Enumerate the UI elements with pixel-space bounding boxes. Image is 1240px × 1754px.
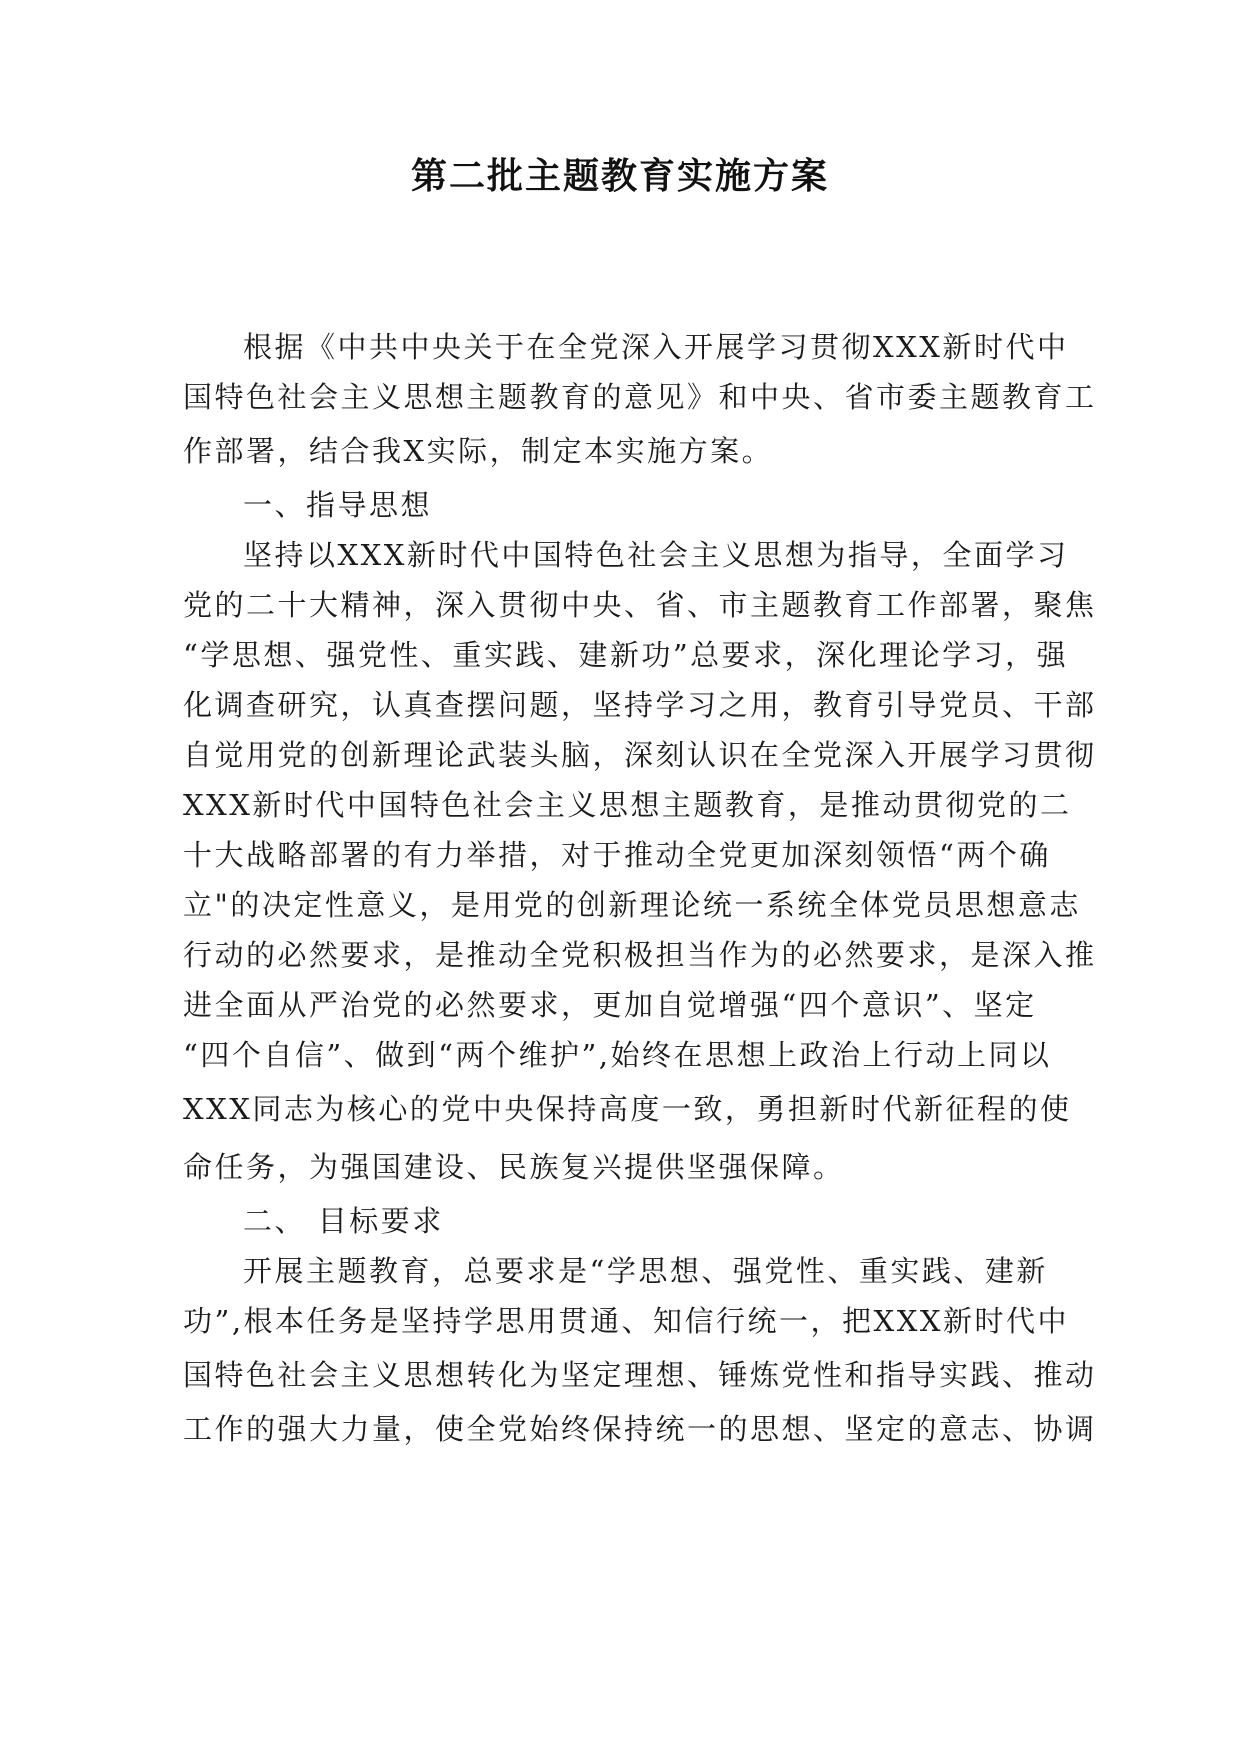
text-line: “四个自信”、做到“两个维护”,始终在思想上政治上行动上同以 (183, 1038, 1052, 1072)
text-line: XXX同志为核心的党中央保持高度一致，勇担新时代新征程的使 (183, 1092, 1072, 1126)
text-line: “学思想、强党性、重实践、建新功”总要求，深化理论学习，强 (183, 638, 1069, 672)
document-body (183, 322, 1097, 1454)
text-line: 坚持以XXX新时代中国特色社会主义思想为指导，全面学习 (243, 538, 1069, 572)
text-line: 工作的强大力量，使全党始终保持统一的思想、坚定的意志、协调 (183, 1412, 1097, 1446)
text-line: 命任务，为强国建设、民族复兴提供坚强保障。 (183, 1150, 845, 1184)
text-line: 十大战略部署的有力举措，对于推动全党更加深刻领悟“两个确 (183, 838, 1051, 872)
text-line: 进全面从严治党的必然要求，更加自觉增强“四个意识”、坚定 (183, 988, 1037, 1022)
text-line: 开展主题教育，总要求是“学思想、强党性、重实践、建新 (243, 1254, 1048, 1288)
text-line: 立"的决定性意义，是用党的创新理论统一系统全体党员思想意志 (183, 888, 1081, 922)
document-title: 第二批主题教育实施方案 (410, 156, 829, 197)
text-line: XXX新时代中国特色社会主义思想主题教育，是推动贯彻党的二 (183, 788, 1072, 822)
text-line: 化调查研究，认真查摆问题，坚持学习之用，教育引导党员、干部 (183, 688, 1097, 722)
text-line: 一、指导思想 (243, 488, 433, 522)
text-line: 行动的必然要求，是推动全党积极担当作为的必然要求，是深入推 (183, 938, 1097, 972)
text-line: 党的二十大精神，深入贯彻中央、省、市主题教育工作部署，聚焦 (183, 588, 1097, 622)
text-line: 作部署，结合我X实际，制定本实施方案。 (183, 434, 774, 468)
text-line: 二、 目标要求 (243, 1204, 444, 1238)
text-line: 国特色社会主义思想主题教育的意见》和中央、省市委主题教育工 (183, 380, 1097, 414)
text-line: 国特色社会主义思想转化为坚定理想、锤炼党性和指导实践、推动 (183, 1358, 1097, 1392)
text-line: 自觉用党的创新理论武装头脑，深刻认识在全党深入开展学习贯彻 (183, 738, 1097, 772)
text-line: 功”,根本任务是坚持学思用贯通、知信行统一，把XXX新时代中 (183, 1304, 1069, 1338)
text-line: 根据《中共中央关于在全党深入开展学习贯彻XXX新时代中 (243, 330, 1069, 364)
